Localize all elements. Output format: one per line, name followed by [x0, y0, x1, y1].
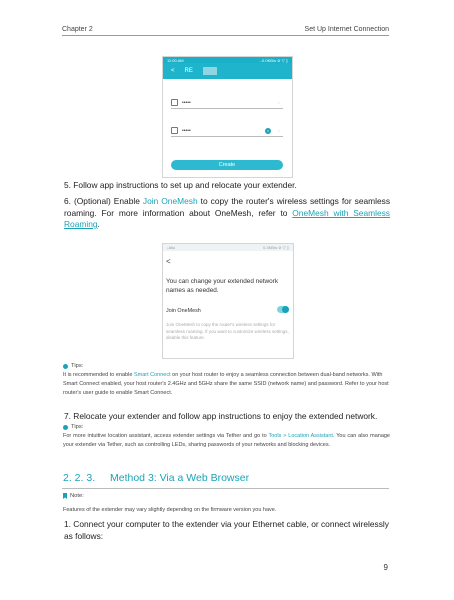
- app-title: RE: [184, 68, 193, 74]
- join-onemesh-link[interactable]: Join OneMesh: [142, 196, 198, 206]
- app-screenshot-onemesh: [162, 243, 294, 359]
- step-6: [64, 196, 390, 231]
- step-5: 5. Follow app instructions to set up and relocate your extender.: [64, 180, 297, 190]
- status-carrier: ᵢ Aliu: [167, 245, 176, 250]
- step-7: 7. Relocate your extender and follow app instructions to enjoy the extended network.: [64, 411, 378, 421]
- tips-2-text-a: For more intuitive location assistant, access extender settings via Tether and go to: [63, 433, 269, 439]
- lock-icon: [171, 99, 178, 106]
- status-time: 11:00 AM: [167, 57, 184, 63]
- section-divider: [62, 488, 389, 489]
- tips-2-text-b: . You can also manage your extender via Tether, such as controlling LEDs, sharing passwords of your networks and blocking devices.: [63, 433, 390, 448]
- step-6-prefix: 6. (Optional) Enable: [64, 196, 143, 206]
- status-icons: 0.3KB/s ⊘ ▽ ▯: [263, 245, 289, 250]
- eye-icon[interactable]: ◌: [277, 100, 280, 105]
- app-title-bar: [163, 63, 292, 79]
- app-screenshot-create: [162, 56, 293, 178]
- create-button[interactable]: Create: [171, 160, 283, 170]
- onemesh-description: Join OneMesh to copy the router's wireless settings for seamless roaming. If you want to customize wireless settings, disable this feature.: [166, 322, 289, 341]
- lightbulb-icon: [63, 364, 68, 369]
- field-2-value: •••••: [182, 127, 191, 134]
- tips-2-text: [63, 432, 390, 450]
- section-header-title: Set Up Internet Connection: [304, 26, 389, 33]
- network-name-field-2[interactable]: [171, 125, 283, 137]
- back-arrow-icon[interactable]: <: [166, 257, 171, 266]
- status-bar: [163, 244, 293, 251]
- step-6-suffix: .: [97, 219, 100, 229]
- onemesh-screen-title: You can change your extended network names as needed.: [166, 278, 279, 294]
- step-1: 1. Connect your computer to the extender via your Ethernet cable, or connect wirelessly as follows:: [64, 519, 389, 541]
- location-assistant-link[interactable]: Tools > Location Assistant: [268, 433, 333, 439]
- lock-icon: [171, 127, 178, 134]
- lightbulb-icon: [63, 425, 68, 430]
- toggle-knob: [282, 306, 289, 313]
- tips-1-text-b: on your host router to enjoy a seamless connection between dual-band networks. With Smart Connect enabled, your host router's 2.4GHz and 5GHz share the same SSID (network name) and password. Refer to your host router's user guide to enable Smart Connect.: [63, 372, 389, 396]
- back-arrow-icon[interactable]: <: [171, 68, 175, 74]
- status-icons: ...0.0KB/s ⊘ ▽ ▯: [258, 57, 288, 63]
- smart-connect-link[interactable]: Smart Connect: [133, 372, 171, 378]
- tips-heading-2: [63, 424, 83, 430]
- section-number: 2. 2. 3.: [63, 472, 96, 484]
- eye-icon[interactable]: ◌: [277, 128, 280, 133]
- page-number: 9: [383, 563, 388, 572]
- header-divider: [62, 35, 389, 36]
- tips-heading: [63, 363, 83, 369]
- step-6-middle: to copy the router's wireless settings for seamless roaming. For more information about OneMesh, refer to: [64, 196, 391, 218]
- tips-label: Tips:: [71, 363, 84, 369]
- field-1-value: •••••: [182, 99, 191, 106]
- chapter-label: Chapter 2: [62, 26, 93, 33]
- network-name-field-1[interactable]: [171, 97, 283, 109]
- note-text: Features of the extender may vary slightly depending on the firmware version you have.: [63, 507, 277, 513]
- note-label: Note:: [70, 493, 84, 499]
- note-heading: [63, 493, 84, 499]
- section-title: Method 3: Via a Web Browser: [110, 472, 250, 484]
- tips-1-text-a: It is recommended to enable: [63, 372, 134, 378]
- clear-icon[interactable]: ×: [266, 127, 270, 133]
- onemesh-roaming-link[interactable]: OneMesh with Seamless Roaming: [64, 207, 390, 229]
- tips-label-2: Tips:: [71, 424, 84, 430]
- bookmark-icon: [63, 493, 67, 499]
- join-onemesh-toggle[interactable]: [277, 306, 289, 313]
- join-onemesh-label: Join OneMesh: [166, 308, 201, 314]
- tips-1-text: [63, 371, 390, 398]
- redacted-block: [203, 67, 217, 75]
